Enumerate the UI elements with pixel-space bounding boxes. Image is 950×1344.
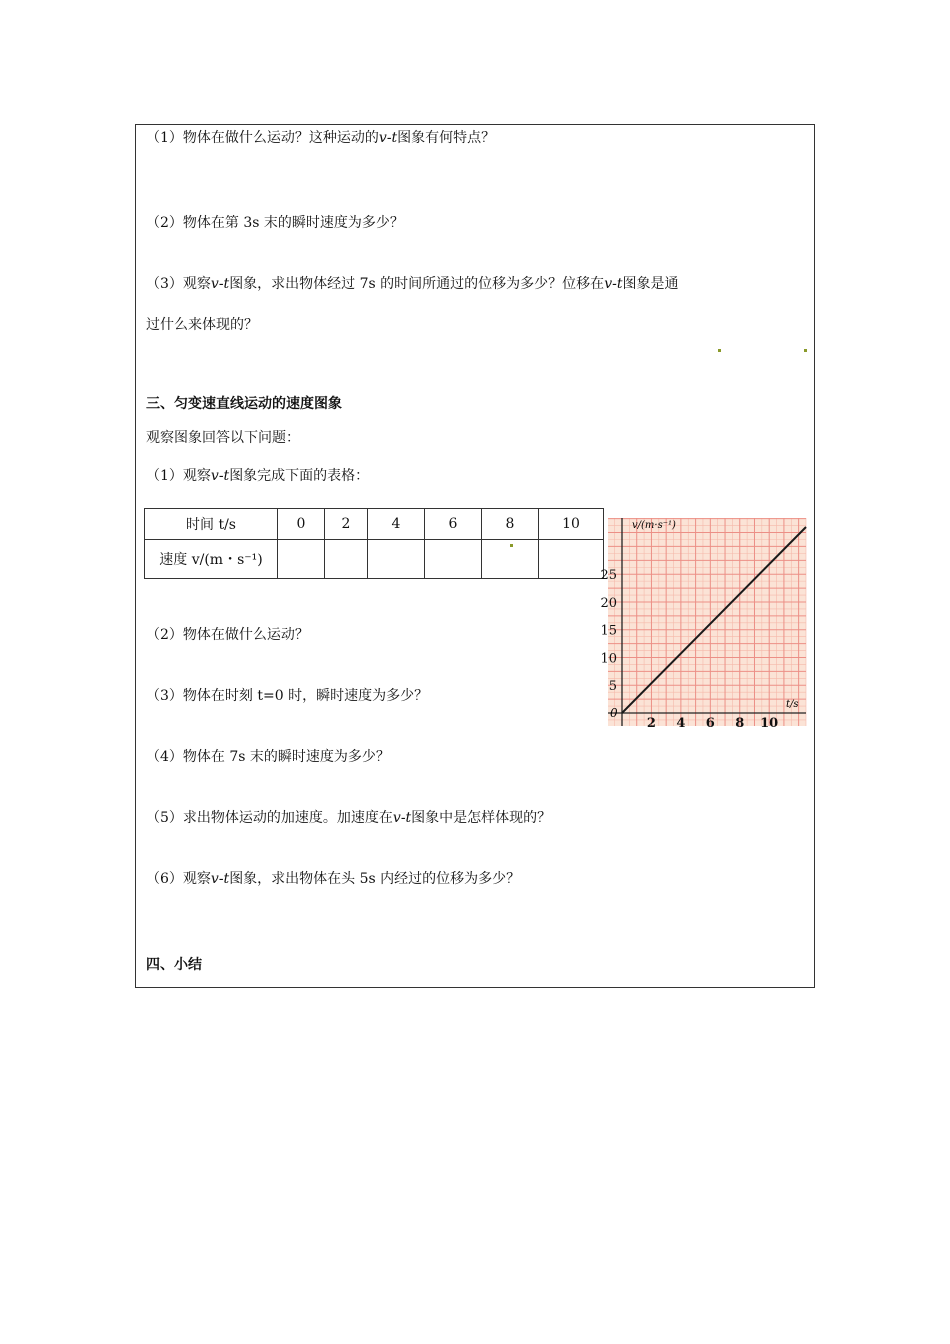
y-tick-label: 10: [600, 651, 617, 667]
table-time-cell: 0: [278, 509, 325, 540]
table-velocity-cell[interactable]: [368, 540, 425, 579]
table-velocity-cell[interactable]: [539, 540, 604, 579]
table-velocity-cell[interactable]: [325, 540, 368, 579]
section2-question-2: （2）物体在第 3s 末的瞬时速度为多少？: [146, 215, 404, 231]
section3-question-1: （1）观察v-t图象完成下面的表格：: [146, 468, 370, 484]
y-tick-label: 25: [600, 568, 617, 584]
y-tick-label: 15: [600, 623, 617, 639]
origin-label: 0: [610, 706, 618, 720]
section2-question-3: （3）观察v-t图象，求出物体经过 7s 的时间所通过的位移为多少？位移在v-t图象是通: [146, 276, 679, 292]
x-tick-label: 2: [646, 716, 656, 731]
table-time-cell: 10: [539, 509, 604, 540]
section4-heading: 四、小结: [146, 957, 202, 973]
y-tick-label: 5: [608, 679, 617, 695]
section3-question-2: （2）物体在做什么运动？: [146, 627, 309, 643]
x-tick-label: 6: [705, 716, 715, 731]
section3-question-5: （5）求出物体运动的加速度。加速度在v-t图象中是怎样体现的？: [146, 810, 552, 826]
speck-mark: [804, 349, 807, 352]
section3-intro: 观察图象回答以下问题：: [146, 430, 300, 446]
x-axis-label: t/s: [786, 699, 799, 710]
y-tick-label: 20: [600, 595, 617, 611]
section2-question-3-continued: 过什么来体现的？: [146, 317, 258, 333]
table-header-velocity: 速度 v/(m・s⁻¹): [145, 540, 278, 579]
table-header-time: 时间 t/s: [145, 509, 278, 540]
x-tick-label: 8: [735, 716, 745, 731]
speck-mark: [718, 349, 721, 352]
section2-question-1: （1）物体在做什么运动？这种运动的v-t图象有何特点？: [146, 130, 496, 146]
speck-mark: [510, 544, 513, 547]
section3-question-4: （4）物体在 7s 末的瞬时速度为多少？: [146, 749, 390, 765]
section3-question-3: （3）物体在时刻 t=0 时，瞬时速度为多少？: [146, 688, 429, 704]
table-time-cell: 4: [368, 509, 425, 540]
y-axis-label: v/(m·s⁻¹): [632, 520, 676, 531]
table-time-cell: 8: [482, 509, 539, 540]
section3-heading: 三、匀变速直线运动的速度图象: [146, 396, 342, 412]
x-tick-label: 4: [676, 716, 686, 731]
table-time-cell: 2: [325, 509, 368, 540]
x-tick-label: 10: [760, 716, 779, 731]
section3-question-6: （6）观察v-t图象，求出物体在头 5s 内经过的位移为多少？: [146, 871, 521, 887]
table-time-cell: 6: [425, 509, 482, 540]
table-velocity-cell[interactable]: [425, 540, 482, 579]
table-velocity-cell[interactable]: [278, 540, 325, 579]
vt-graph: [598, 514, 818, 736]
velocity-table: [144, 508, 604, 579]
